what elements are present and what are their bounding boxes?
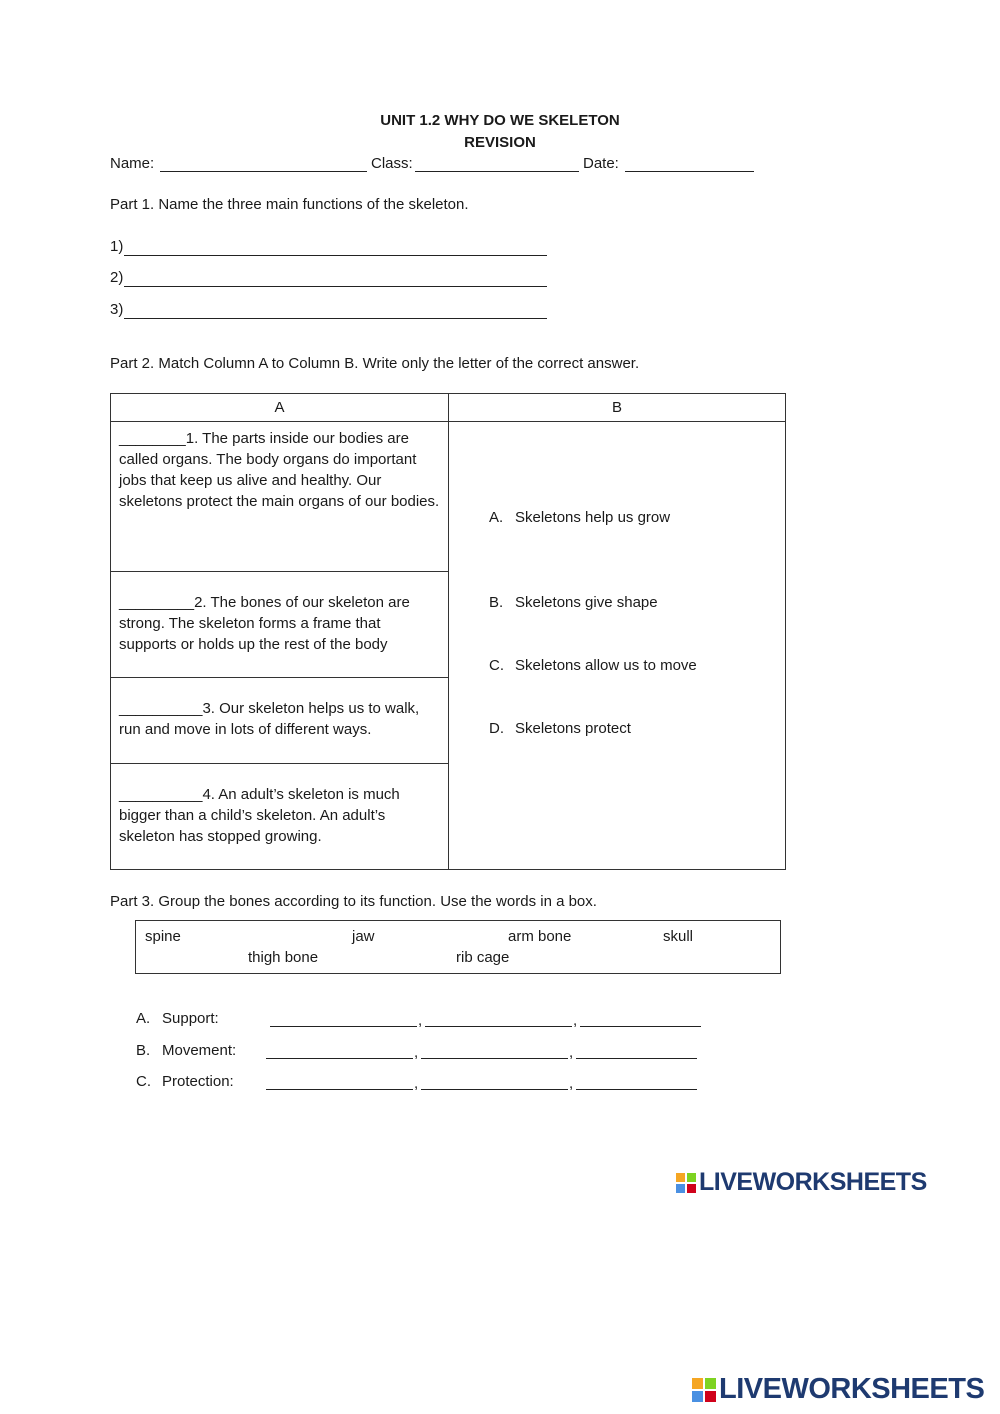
group-protection-label: Protection:	[162, 1073, 234, 1090]
part1-answer-field-2[interactable]	[124, 271, 547, 287]
option-b-text: Skeletons give shape	[515, 594, 658, 611]
support-answer-3[interactable]	[580, 1010, 701, 1027]
option-b-letter: B.	[489, 594, 504, 611]
option-c	[489, 655, 697, 676]
date-field[interactable]	[625, 157, 754, 172]
column-a-header: A	[111, 394, 449, 422]
match-answer-blank-1[interactable]: ________	[119, 430, 186, 447]
liveworksheets-mark-icon	[676, 1173, 696, 1193]
protection-answer-1[interactable]	[266, 1073, 413, 1090]
column-b-header: B	[449, 394, 786, 422]
option-a-text: Skeletons help us grow	[515, 509, 671, 526]
part1-number-2: 2)	[110, 269, 124, 286]
class-label: Class:	[371, 155, 413, 172]
worksheet-subtitle: REVISION	[464, 134, 536, 151]
comma: ,	[414, 1075, 419, 1092]
liveworksheets-mark-icon	[692, 1378, 716, 1402]
match-item-text-3: 3. Our skeleton helps us to walk, run and move in lots of different ways.	[119, 700, 420, 738]
part3-instruction: Part 3. Group the bones according to its function. Use the words in a box.	[110, 893, 597, 910]
movement-answer-1[interactable]	[266, 1042, 413, 1059]
match-answer-blank-2[interactable]: _________	[119, 594, 195, 611]
liveworksheets-footer-logo-text: LIVEWORKSHEETS	[719, 1373, 985, 1405]
group-protection-letter: C.	[136, 1073, 151, 1090]
group-movement-label: Movement:	[162, 1042, 237, 1059]
group-movement	[136, 1042, 736, 1064]
comma: ,	[414, 1044, 419, 1061]
option-d-text: Skeletons protect	[515, 720, 631, 737]
match-item-text-1: 1. The parts inside our bodies are called organs. The body organs do important jobs that keep us alive and healthy. Our skeletons protect the main organs of our bodies.	[119, 430, 440, 510]
liveworksheets-logo-text: LIVEWORKSHEETS	[699, 1168, 927, 1196]
part1-number-3: 3)	[110, 301, 124, 318]
match-answer-blank-4[interactable]: __________	[119, 786, 203, 803]
liveworksheets-logo	[676, 1168, 927, 1197]
protection-answer-3[interactable]	[576, 1073, 697, 1090]
match-item-2	[111, 572, 449, 678]
word-thigh-bone: thigh bone	[248, 949, 319, 966]
match-item-text-2: 2. The bones of our skeleton are strong. The skeleton forms a frame that supports or holds up the rest of the body	[119, 594, 410, 653]
option-c-letter: C.	[489, 657, 504, 674]
group-movement-letter: B.	[136, 1042, 151, 1059]
movement-answer-2[interactable]	[421, 1042, 568, 1059]
name-field[interactable]	[160, 157, 367, 172]
group-protection	[136, 1073, 736, 1095]
match-answer-blank-3[interactable]: __________	[119, 700, 203, 717]
name-label: Name:	[110, 155, 155, 172]
comma: ,	[573, 1012, 578, 1029]
option-b	[489, 592, 658, 613]
option-a-letter: A.	[489, 509, 504, 526]
part1-instruction: Part 1. Name the three main functions of the skeleton.	[110, 196, 469, 213]
match-item-4	[111, 764, 449, 870]
match-item-1	[111, 422, 449, 572]
date-label: Date:	[583, 155, 619, 172]
group-support	[136, 1010, 736, 1032]
group-support-label: Support:	[162, 1010, 219, 1027]
movement-answer-3[interactable]	[576, 1042, 697, 1059]
word-rib-cage: rib cage	[456, 949, 510, 966]
part1-answer-field-1[interactable]	[124, 240, 547, 256]
support-answer-1[interactable]	[270, 1010, 417, 1027]
word-spine: spine	[145, 928, 181, 945]
protection-answer-2[interactable]	[421, 1073, 568, 1090]
word-jaw: jaw	[352, 928, 375, 945]
match-item-3	[111, 678, 449, 764]
class-field[interactable]	[415, 157, 579, 172]
option-d	[489, 718, 631, 739]
part2-instruction: Part 2. Match Column A to Column B. Write only the letter of the correct answer.	[110, 355, 640, 372]
comma: ,	[418, 1012, 423, 1029]
match-item-text-4: 4. An adult’s skeleton is much bigger than a child’s skeleton. An adult’s skeleton has stopped growing.	[119, 786, 400, 845]
matching-table	[110, 393, 786, 870]
option-d-letter: D.	[489, 720, 504, 737]
option-c-text: Skeletons allow us to move	[515, 657, 697, 674]
group-support-letter: A.	[136, 1010, 151, 1027]
worksheet-title: UNIT 1.2 WHY DO WE SKELETON	[380, 112, 620, 129]
liveworksheets-footer-logo	[692, 1373, 984, 1406]
part1-answer-field-3[interactable]	[124, 303, 547, 319]
word-skull: skull	[663, 928, 694, 945]
option-a	[489, 507, 670, 528]
comma: ,	[569, 1044, 574, 1061]
support-answer-2[interactable]	[425, 1010, 572, 1027]
column-b-options	[449, 422, 786, 870]
part1-number-1: 1)	[110, 238, 124, 255]
comma: ,	[569, 1075, 574, 1092]
word-arm-bone: arm bone	[508, 928, 572, 945]
word-box	[135, 920, 781, 974]
